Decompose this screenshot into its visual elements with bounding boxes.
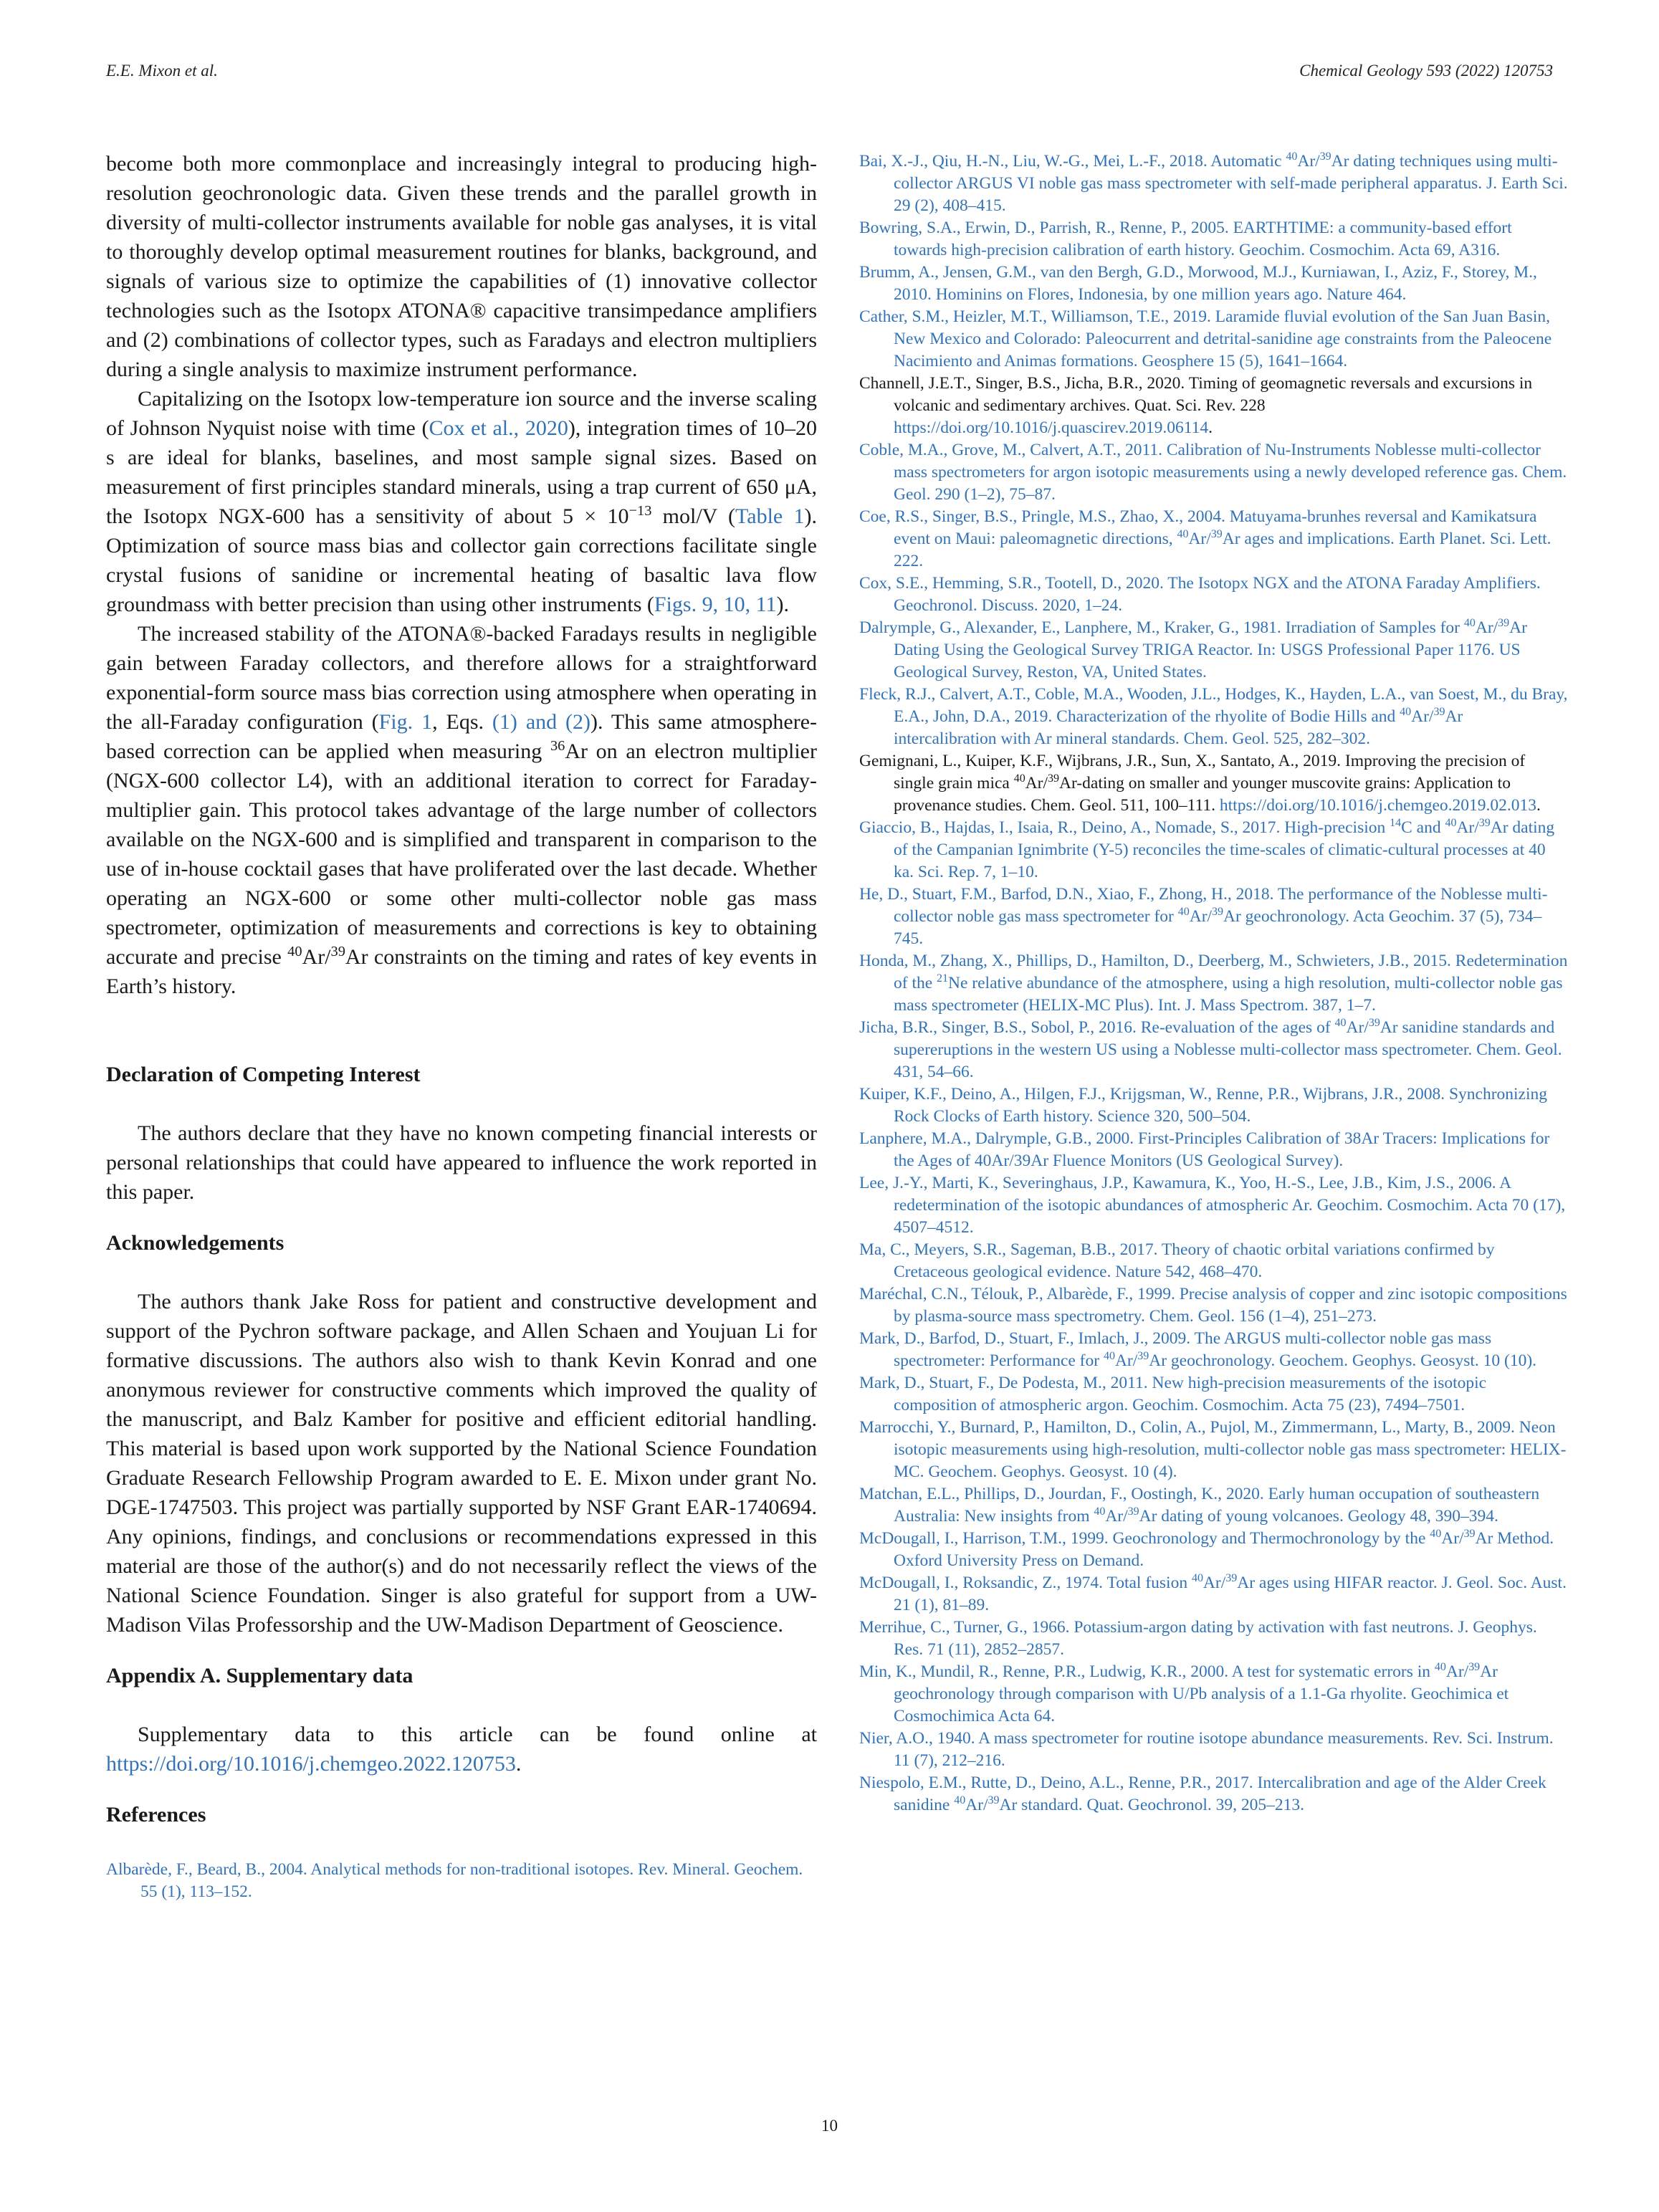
reference-item[interactable]: Brumm, A., Jensen, G.M., van den Bergh, G.D., Morwood, M.J., Kurniawan, I., Aziz, F., Storey, M., 2010. Hominins on Flores, Indonesia, by one million years ago. Nature 464. [859,263,1537,304]
reference-item[interactable]: Honda, M., Zhang, X., Phillips, D., Hamilton, D., Deerberg, M., Schwieters, J.B., 2015. Redetermination of the $^{21}$Ne relative abundance of the atmosphere, using a high resolution, multi-collector noble gas mass spectrometer (HELIX-MC Plus). Int. J. Mass Spectrom. 387, 1–7. [859,952,1568,1015]
reference-item[interactable]: Giaccio, B., Hajdas, I., Isaia, R., Deino, A., Nomade, S., 2017. High-precision $^{14}$C and $^{40}$Ar/$^{39}$Ar dating of the Campanian Ignimbrite (Y-5) reconciles the time-scales of climatic-cultural processes at 40 ka. Sci. Rep. 7, 1–10. [859,817,1555,881]
superscript: 39 [330,944,345,959]
reference-item[interactable]: Fleck, R.J., Calvert, A.T., Coble, M.A., Wooden, J.L., Hodges, K., Hayden, L.A., van Soest, M., du Bray, E.A., John, D.A., 2019. Characterization of the rhyolite of Bodie Hills and $^{40}$Ar/$^{39}$Ar intercalibration with Ar mineral standards. Chem. Geol. 525, 282–302. [859,685,1568,748]
reference-item[interactable]: Min, K., Mundil, R., Renne, P.R., Ludwig, K.R., 2000. A test for systematic errors in $^{40}$Ar/$^{39}$Ar geochronology through comparison with U/Pb analysis of a 1.1-Ga rhyolite. Geochimica et Cosmochimica Acta 64. [859,1661,1509,1725]
text: ). [776,593,789,616]
section-heading-acknowledgements: Acknowledgements [106,1231,285,1255]
paragraph-competing-interest: The authors declare that they have no known competing financial interests or personal relationships that could have appeared to influence the work reported in this paper. [106,1121,817,1204]
reference-item[interactable]: Cox, S.E., Hemming, S.R., Tootell, D., 2020. The Isotopx NGX and the ATONA Faraday Amplifiers. Geochronol. Discuss. 2020, 1–24. [859,574,1541,615]
reference-item[interactable]: Marrocchi, Y., Burnard, P., Hamilton, D., Colin, A., Pujol, M., Zimmermann, L., Marty, B., 2009. Neon isotopic measurements using high-resolution, multi-collector noble gas mass spectrometer: HELIX-MC. Geochem. Geophys. Geosyst. 10 (4). [859,1418,1567,1481]
reference-item[interactable]: Mark, D., Stuart, F., De Podesta, M., 2011. New high-precision measurements of the isotopic composition of atmospheric argon. Geochim. Cosmochim. Acta 75 (23), 7494–7501. [859,1374,1487,1414]
citation-link[interactable]: Cox et al., 2020 [429,416,568,440]
superscript: 36 [550,738,565,754]
reference-item[interactable]: McDougall, I., Roksandic, Z., 1974. Total fusion $^{40}$Ar/$^{39}$Ar ages using HIFAR reactor. J. Geol. Soc. Aust. 21 (1), 81–89. [859,1572,1567,1614]
section-heading-competing-interest: Declaration of Competing Interest [106,1063,421,1086]
text: ), integration times of 10–20 s are ideal for blanks, baselines, and most sample signal sizes. Based on measurement of first principles standard minerals, using a trap current of 650 μA, the Isotopx NGX-600 has a sensitivity of about 5 × 10 [106,416,818,528]
text: The increased stability of the ATONA®-backed Faradays results in negligible gain between Faraday collectors, and therefore allows for a straightforward exponential-form source mass bias correction using atmosphere when operating in the all-Faraday configuration ( [106,622,817,734]
text: ). This same atmosphere-based correction can be applied when measuring [106,710,818,763]
reference-item[interactable]: Bai, X.-J., Qiu, H.-N., Liu, W.-G., Mei, L.-F., 2018. Automatic $^{40}$Ar/$^{39}$Ar dating techniques using multi-collector ARGUS VI noble gas mass spectrometer with self-made peripheral apparatus. J. Earth Sci. 29 (2), 408–415. [859,150,1568,215]
paragraph-atona [106,619,817,1001]
doi-link[interactable]: https://doi.org/10.1016/j.chemgeo.2022.120753 [106,1752,516,1776]
text: Supplementary data to this article can be found online at [138,1723,817,1746]
reference-item: Gemignani, L., Kuiper, K.F., Wijbrans, J.R., Sun, X., Santato, A., 2019. Improving the precision of single grain mica $^{40}$Ar/$^{39}$Ar-dating on smaller and younger muscovite grains: Application to provenance studies. Chem. Geol. 511, 100–111. https://doi.org/10.1016/j.chemgeo.2019.02.013. [859,752,1541,815]
text: Ar/ [302,945,331,969]
running-head-authors: E.E. Mixon et al. [106,62,218,80]
reference-item[interactable]: Maréchal, C.N., Télouk, P., Albarède, F., 1999. Precise analysis of copper and zinc isotopic compositions by plasma-source mass spectrometry. Chem. Geol. 156 (1–4), 251–273. [859,1285,1567,1326]
reference-item[interactable]: Kuiper, K.F., Deino, A., Hilgen, F.J., Krijgsman, W., Renne, P.R., Wijbrans, J.R., 2008. Synchronizing Rock Clocks of Earth history. Science 320, 500–504. [859,1085,1548,1126]
reference-item[interactable]: Lanphere, M.A., Dalrymple, G.B., 2000. First-Principles Calibration of 38Ar Tracers: Implications for the Ages of 40Ar/39Ar Fluence Monitors (US Geological Survey). [859,1129,1550,1170]
section-heading-appendix: Appendix A. Supplementary data [106,1664,413,1687]
paragraph-isotopx [106,384,817,619]
equation-link[interactable]: (1) and (2) [492,710,591,734]
reference-item[interactable]: Mark, D., Barfod, D., Stuart, F., Imlach, J., 2009. The ARGUS multi-collector noble gas mass spectrometer: Performance for $^{40}$Ar/$^{39}$Ar geochronology. Geochem. Geophys. Geosyst. 10 (10). [859,1329,1537,1370]
doi-link[interactable]: https://doi.org/10.1016/j.chemgeo.2019.02.013 [1219,796,1537,815]
reference-item[interactable]: Nier, A.O., 1940. A mass spectrometer for routine isotope abundance measurements. Rev. Sci. Instrum. 11 (7), 212–216. [859,1729,1554,1770]
reference-item[interactable]: Jicha, B.R., Singer, B.S., Sobol, P., 2016. Re-evaluation of the ages of $^{40}$Ar/$^{39}$Ar sanidine standards and supereruptions in the western US using a Noblesse multi-collector mass spectrometer. Chem. Geol. 431, 54–66. [859,1017,1562,1081]
figure-link[interactable]: Fig. 1 [378,710,433,734]
text: Capitalizing on the Isotopx low-temperature ion source and the inverse scaling of Johnson Nyquist noise with time ( [106,387,817,440]
reference-item[interactable]: Albarède, F., Beard, B., 2004. Analytical methods for non-traditional isotopes. Rev. Mineral. Geochem. 55 (1), 113–152. [106,1860,803,1901]
reference-item[interactable]: McDougall, I., Harrison, T.M., 1999. Geochronology and Thermochronology by the $^{40}$Ar/$^{39}$Ar Method. Oxford University Press on Demand. [859,1528,1554,1570]
reference-item[interactable]: He, D., Stuart, F.M., Barfod, D.N., Xiao, F., Zhong, H., 2018. The performance of the Noblesse multi-collector noble gas mass spectrometer for $^{40}$Ar/$^{39}$Ar geochronology. Acta Geochim. 37 (5), 734–745. [859,885,1548,948]
reference-list-right [859,150,1569,1816]
reference-item[interactable]: Niespolo, E.M., Rutte, D., Deino, A.L., Renne, P.R., 2017. Intercalibration and age of the Alder Creek sanidine $^{40}$Ar/$^{39}$Ar standard. Quat. Geochronol. 39, 205–213. [859,1773,1546,1814]
superscript: 40 [287,944,302,959]
left-column [106,149,817,1903]
text: Ar constraints on the timing and rates of key events in Earth’s history. [106,945,817,998]
reference-item[interactable]: Matchan, E.L., Phillips, D., Jourdan, F., Oostingh, K., 2020. Early human occupation of southeastern Australia: New insights from $^{40}$Ar/$^{39}$Ar dating of young volcanoes. Geology 48, 390–394. [859,1485,1540,1526]
text: mol/V ( [651,504,736,528]
reference-item[interactable]: Bowring, S.A., Erwin, D., Parrish, R., Renne, P., 2005. EARTHTIME: a community-based effort towards high-precision calibration of earth history. Geochim. Cosmochim. Acta 69, A316. [859,219,1512,259]
section-heading-references: References [106,1803,206,1826]
reference-item[interactable]: Lee, J.-Y., Marti, K., Severinghaus, J.P., Kawamura, K., Yoo, H.-S., Lee, J.B., Kim, J.S., 2006. A redetermination of the isotopic abundances of atmospheric Ar. Geochim. Cosmochim. Acta 70 (17), 4507–4512. [859,1174,1566,1237]
text: Ar on an electron multiplier (NGX-600 collector L4), with an additional iteration to correct for Faraday-multiplier gain. This protocol takes advantage of the large number of collectors available on the NGX-600 and is simplified and transparent in comparison to the use of in-house cocktail gases that have proliferated over the last decade. Whether operating an NGX-600 or some other multi-collector noble gas mass spectrometer, optimization of measurements and corrections is key to obtaining accurate and precise [106,739,817,969]
paragraph-continued: become both more commonplace and increasingly integral to producing high-resolution geochronologic data. Given these trends and the parallel growth in diversity of multi-collector instruments available for noble gas analyses, it is vital to thoroughly develop optimal measurement routines for blanks, background, and signals of various size to optimize the capabilities of (1) innovative collector technologies such as the Isotopx ATONA® capacitive transimpedance amplifiers and (2) combinations of collector types, such as Faradays and electron multipliers during a single analysis to maximize instrument performance. [106,152,817,381]
reference-item[interactable]: Coble, M.A., Grove, M., Calvert, A.T., 2011. Calibration of Nu-Instruments Noblesse multi-collector mass spectrometers for argon isotopic measurements using a newly developed reference gas. Chem. Geol. 290 (1–2), 75–87. [859,441,1567,504]
running-head-journal: Chemical Geology 593 (2022) 120753 [1299,62,1553,80]
page-number: 10 [821,2117,838,2135]
superscript: −13 [628,503,652,519]
text: . [515,1752,522,1776]
reference-item[interactable]: Coe, R.S., Singer, B.S., Pringle, M.S., Zhao, X., 2004. Matuyama-brunhes reversal and Kamikatsura event on Maui: paleomagnetic directions, $^{40}$Ar/$^{39}$Ar ages and implications. Earth Planet. Sci. Lett. 222. [859,507,1552,570]
reference-item[interactable]: Dalrymple, G., Alexander, E., Lanphere, M., Kraker, G., 1981. Irradiation of Samples for $^{40}$Ar/$^{39}$Ar Dating Using the Geological Survey TRIGA Reactor. In: USGS Professional Paper 1176. US Geological Survey, Reston, VA, United States. [859,617,1527,681]
text: ). Optimization of source mass bias and collector gain corrections facilitate single crystal fusions of sanidine or incremental heating of basaltic lava flow groundmass with better precision than using other instruments ( [106,504,818,616]
paragraph-appendix [106,1720,817,1778]
reference-item[interactable]: Ma, C., Meyers, S.R., Sageman, B.B., 2017. Theory of chaotic orbital variations confirmed by Cretaceous geological evidence. Nature 542, 468–470. [859,1240,1495,1281]
paragraph-acknowledgements: The authors thank Jake Ross for patient and constructive development and support of the Pychron software package, and Allen Schaen and Youjuan Li for formative discussions. The authors also wish to thank Kevin Konrad and one anonymous reviewer for constructive comments which improved the quality of the manuscript, and Balz Kamber for positive and efficient editorial handling. This material is based upon work supported by the National Science Foundation Graduate Research Fellowship Program awarded to E. E. Mixon under grant No. DGE-1747503. This project was partially supported by NSF Grant EAR-1740694. Any opinions, findings, and conclusions or recommendations expressed in this material are those of the author(s) and do not necessarily reflect the views of the National Science Foundation. Singer is also grateful for support from a UW-Madison Vilas Professorship and the UW-Madison Department of Geoscience. [106,1290,817,1637]
reference-item[interactable]: Cather, S.M., Heizler, M.T., Williamson, T.E., 2019. Laramide fluvial evolution of the San Juan Basin, New Mexico and Colorado: Paleocurrent and detrital-sanidine age constraints from the Paleocene Nacimiento and Animas formations. Geosphere 15 (5), 1641–1664. [859,307,1552,370]
reference-item[interactable]: Merrihue, C., Turner, G., 1966. Potassium-argon dating by activation with fast neutrons. J. Geophys. Res. 71 (11), 2852–2857. [859,1618,1537,1659]
table-link[interactable]: Table 1 [735,504,805,528]
figure-link[interactable]: Figs. 9, 10, 11 [654,593,777,616]
reference-list-left [106,1859,816,1903]
doi-link[interactable]: https://doi.org/10.1016/j.quascirev.2019.06114 [894,418,1209,437]
reference-item: Channell, J.E.T., Singer, B.S., Jicha, B.R., 2020. Timing of geomagnetic reversals and excursions in volcanic and sedimentary archives. Quat. Sci. Rev. 228 https://doi.org/10.1016/j.quascirev.2019.06114. [859,374,1533,437]
text: , Eqs. [432,710,492,734]
